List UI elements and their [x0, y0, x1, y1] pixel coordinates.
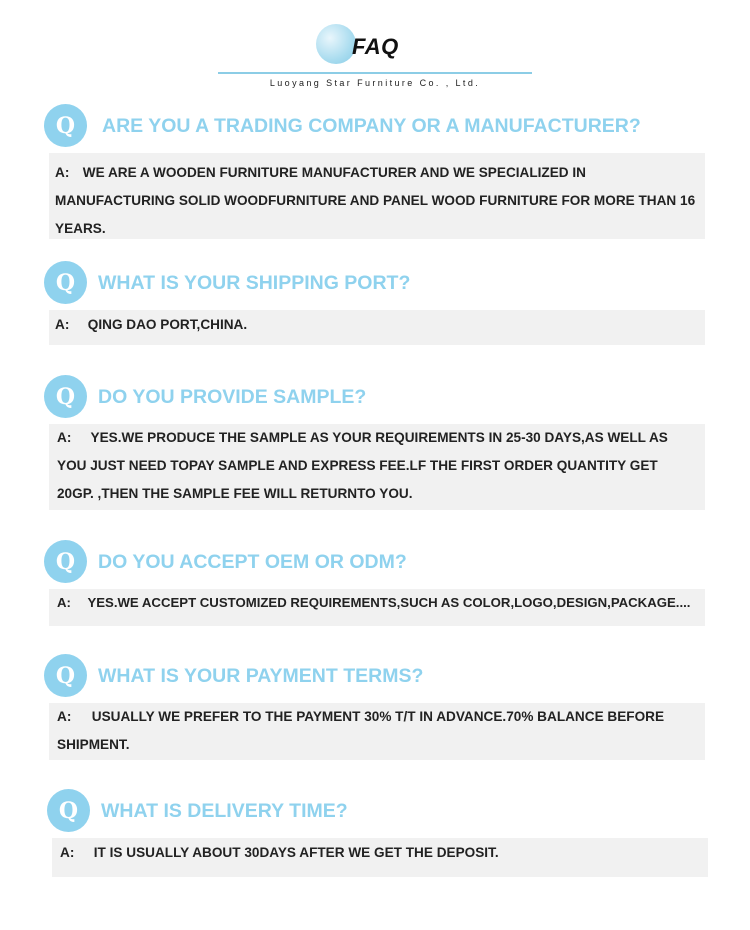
q-circle-icon: Q — [44, 104, 87, 147]
answer-prefix: A: — [55, 165, 70, 180]
page-title: FAQ — [352, 34, 399, 59]
faq-question: WHAT IS DELIVERY TIME? — [101, 800, 348, 822]
faq-answer — [49, 589, 705, 626]
bubble-logo-icon — [316, 24, 356, 64]
answer-prefix: A: — [57, 709, 72, 724]
faq-answer — [49, 310, 705, 345]
answer-text: YES.WE PRODUCE THE SAMPLE AS YOUR REQUIREMENTS IN 25-30 DAYS,AS WELL AS YOU JUST NEED TOPAY SAMPLE AND EXPRESS FEE.LF THE FIRST ORDER QUANTITY GET 20GP. ,THEN THE SAMPLE FEE WILL RETURNTO YOU. — [57, 430, 668, 501]
q-circle-icon: Q — [44, 540, 87, 583]
answer-text: QING DAO PORT,CHINA. — [87, 317, 248, 332]
answer-prefix: A: — [60, 845, 75, 860]
faq-answer — [52, 838, 708, 877]
answer-text: IT IS USUALLY ABOUT 30DAYS AFTER WE GET THE DEPOSIT. — [93, 845, 499, 860]
answer-text: YES.WE ACCEPT CUSTOMIZED REQUIREMENTS,SUCH AS COLOR,LOGO,DESIGN,PACKAGE.... — [87, 595, 691, 610]
faq-header — [0, 0, 750, 95]
q-circle-icon: Q — [44, 375, 87, 418]
q-circle-icon: Q — [47, 789, 90, 832]
faq-question: DO YOU PROVIDE SAMPLE? — [98, 386, 367, 408]
company-name: Luoyang Star Furniture Co. , Ltd. — [269, 78, 481, 88]
answer-prefix: A: — [57, 595, 71, 610]
faq-question: DO YOU ACCEPT OEM OR ODM? — [98, 551, 407, 573]
answer-text: WE ARE A WOODEN FURNITURE MANUFACTURER AND WE SPECIALIZED IN MANUFACTURING SOLID WOODFURNITURE AND PANEL WOOD FURNITURE FOR MORE THAN 16 YEARS. — [55, 165, 696, 236]
faq-question: ARE YOU A TRADING COMPANY OR A MANUFACTURER? — [102, 115, 641, 137]
answer-prefix: A: — [55, 317, 70, 332]
faq-answer — [49, 153, 705, 239]
answer-prefix: A: — [57, 430, 72, 445]
faq-question: WHAT IS YOUR PAYMENT TERMS? — [98, 665, 424, 687]
faq-question: WHAT IS YOUR SHIPPING PORT? — [98, 272, 411, 294]
header-divider — [218, 72, 532, 74]
faq-answer — [49, 424, 705, 510]
faq-answer — [49, 703, 705, 760]
q-circle-icon: Q — [44, 654, 87, 697]
answer-text: USUALLY WE PREFER TO THE PAYMENT 30% T/T IN ADVANCE.70% BALANCE BEFORE SHIPMENT. — [57, 709, 665, 752]
q-circle-icon: Q — [44, 261, 87, 304]
